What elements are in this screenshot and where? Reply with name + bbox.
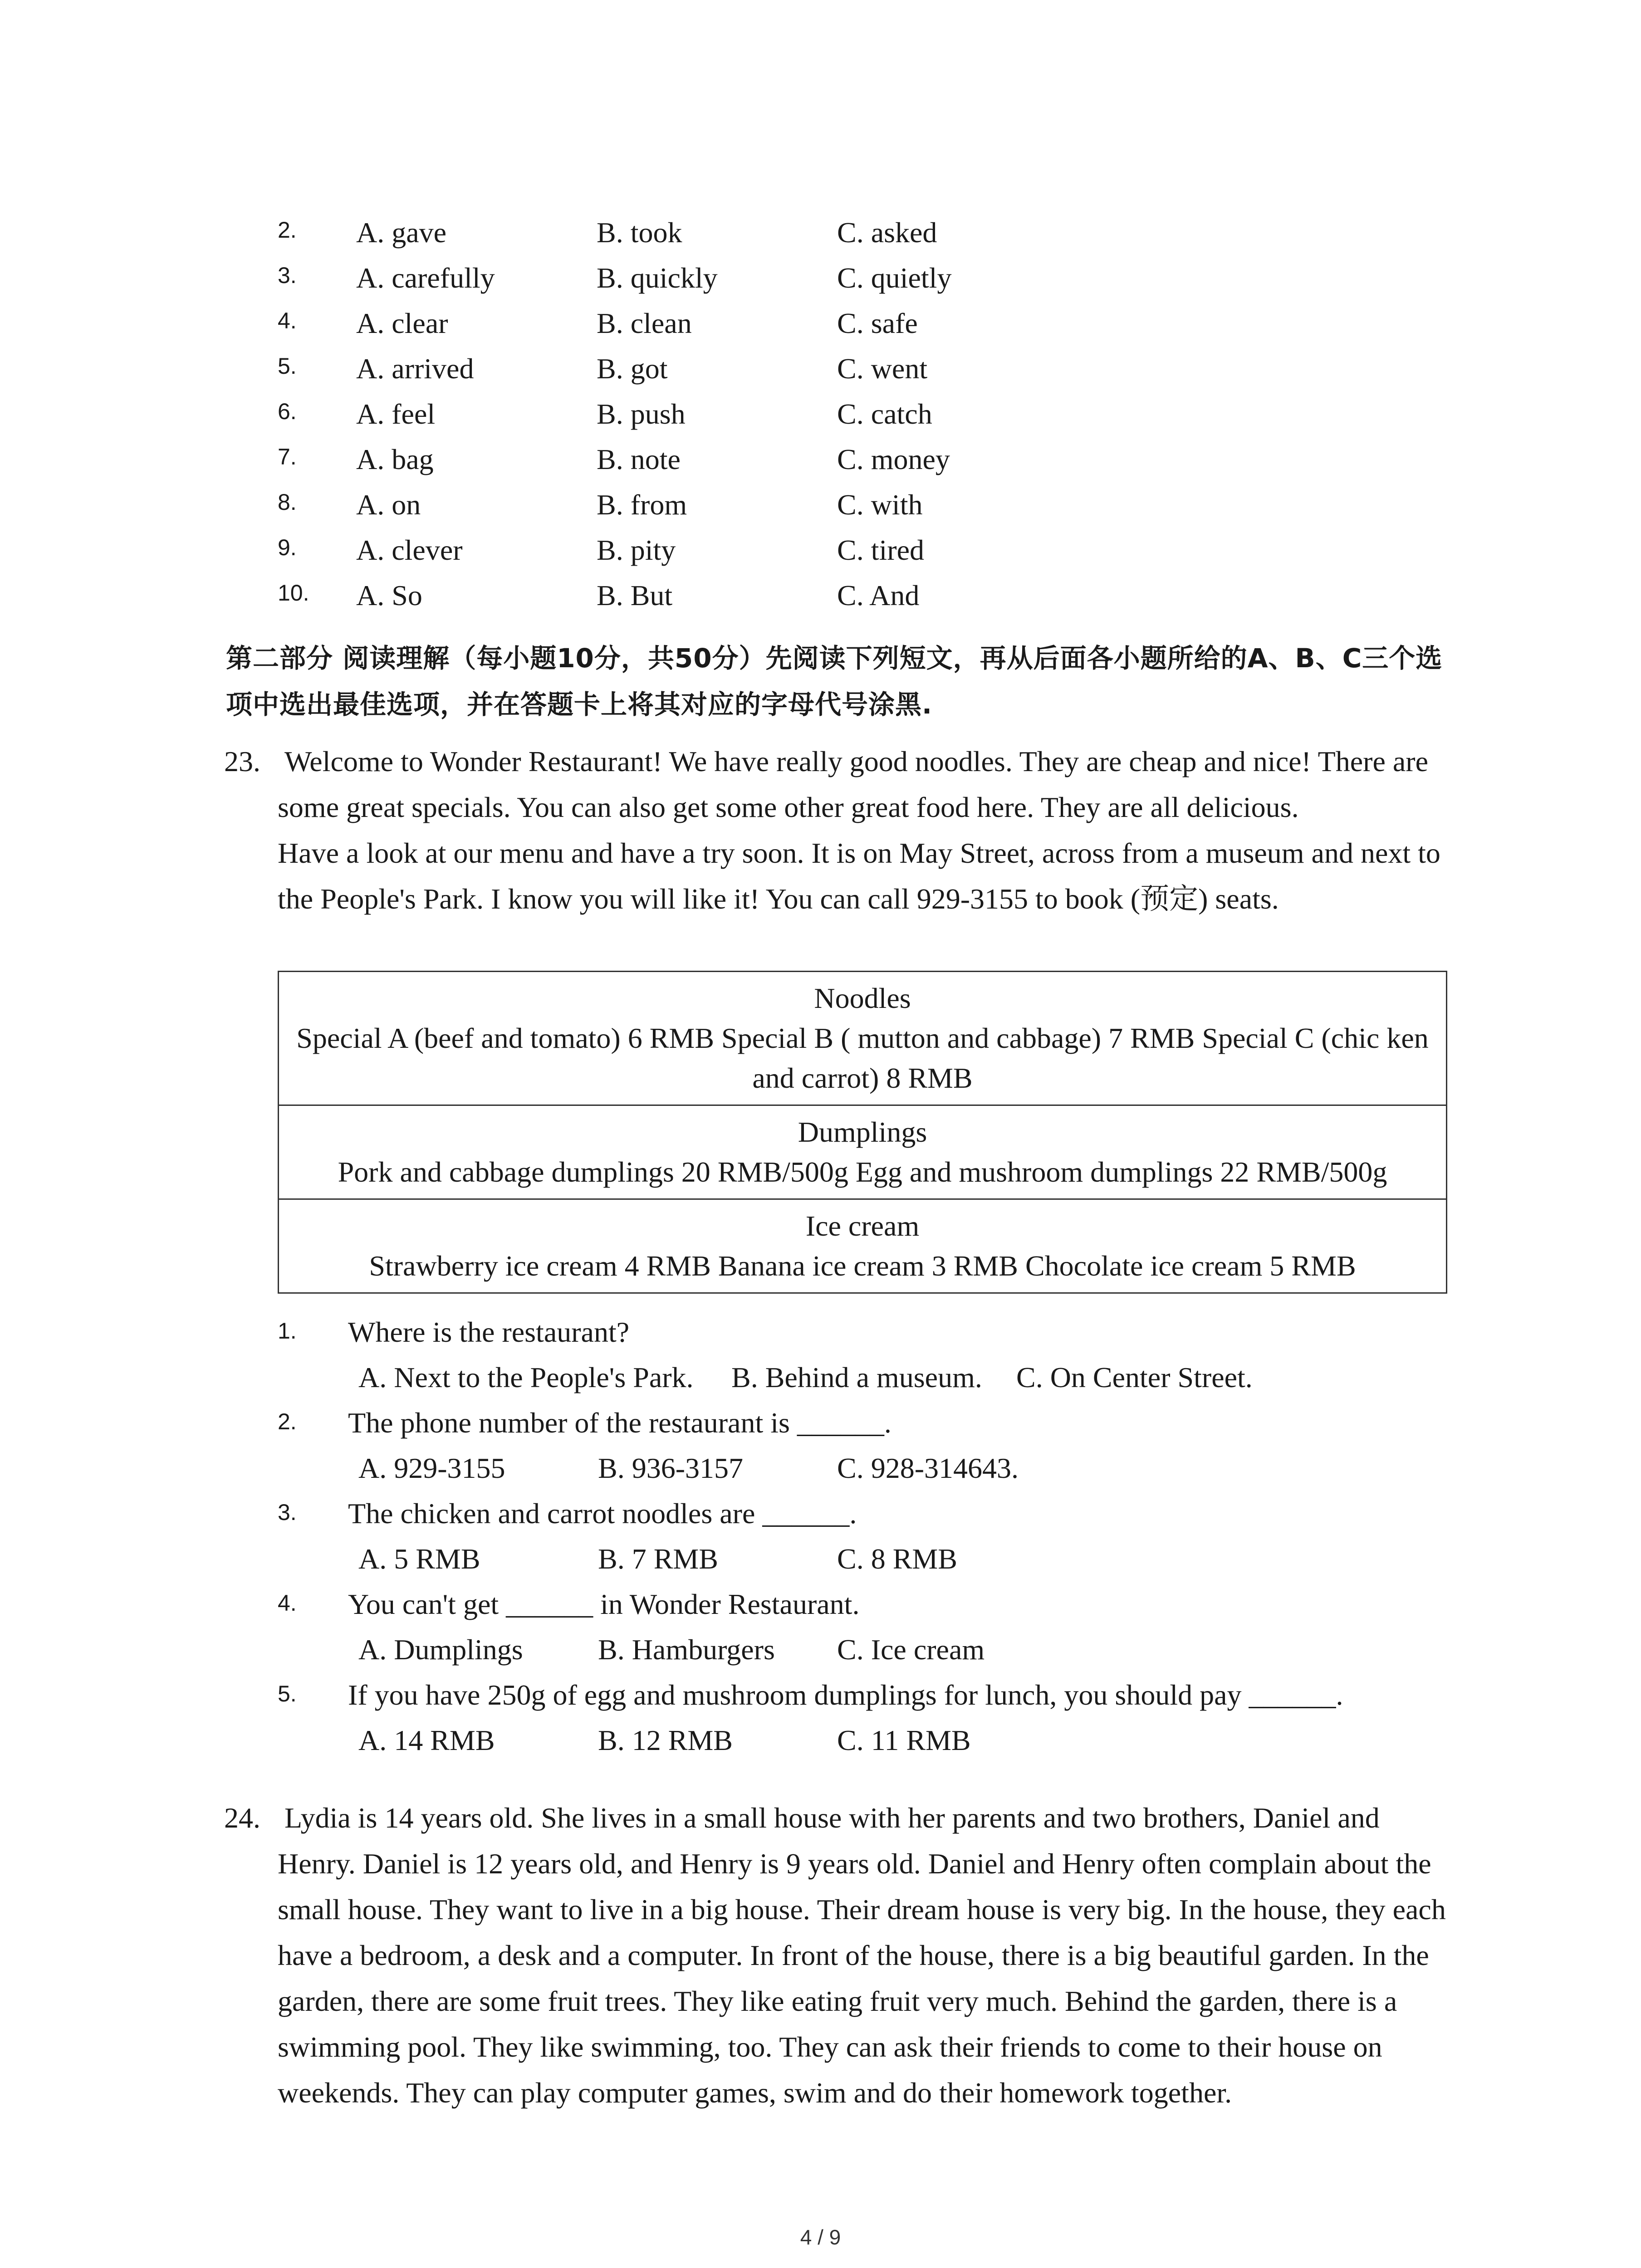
option-c: C. tired xyxy=(837,534,924,566)
passage-24 xyxy=(278,1795,1457,2116)
option-c: C. quietly xyxy=(837,262,952,294)
option-b: B. note xyxy=(597,443,681,475)
sub-question-number: 4. xyxy=(278,1590,297,1616)
passage-number: 23. xyxy=(224,745,260,777)
menu-category-title: Dumplings xyxy=(798,1116,927,1148)
option-a: A. Dumplings xyxy=(358,1633,523,1666)
passage-number: 24. xyxy=(224,1802,260,1834)
option-b: B. Behind a museum. xyxy=(731,1361,982,1393)
page-number: 4 / 9 xyxy=(800,2225,841,2249)
option-c: C. 8 RMB xyxy=(837,1543,957,1575)
sub-question-number: 3. xyxy=(278,1500,297,1525)
option-a: A. Next to the People's Park. xyxy=(358,1361,694,1393)
option-b: B. Hamburgers xyxy=(598,1633,775,1666)
sub-question-text: If you have 250g of egg and mushroom dumplings for lunch, you should pay ______. xyxy=(348,1679,1343,1711)
question-number: 10. xyxy=(278,580,309,606)
option-b: B. pity xyxy=(597,534,676,566)
option-c: C. 11 RMB xyxy=(837,1724,971,1756)
menu-cell xyxy=(279,1199,1447,1293)
option-a: A. clever xyxy=(356,534,463,566)
option-a: A. arrived xyxy=(356,352,474,385)
question-number: 7. xyxy=(278,444,297,469)
question-number: 8. xyxy=(278,489,297,515)
option-b: B. push xyxy=(597,398,686,430)
option-a: A. So xyxy=(356,579,422,611)
sub-question-number: 2. xyxy=(278,1409,297,1434)
option-a: A. clear xyxy=(356,307,448,339)
passage-paragraph: Welcome to Wonder Restaurant! We have really good noodles. They are cheap and nice! There are some great specials. You can also get some other great food here. They are all delicious. xyxy=(278,745,1428,823)
sub-question-text: You can't get ______ in Wonder Restaurant. xyxy=(348,1588,860,1620)
passage-paragraph: Lydia is 14 years old. She lives in a small house with her parents and two brothers, Daniel and Henry. Daniel is 12 years old, and Henry is 9 years old. Daniel and Henry often complain about the small house. They want to live in a big house. Their dream house is very big. In the house, they each have a bedroom, a desk and a computer. In front of the house, there is a big beautiful garden. In the garden, there are some fruit trees. They like eating fruit very much. Behind the garden, there is a swimming pool. They like swimming, too. They can ask their friends to come to their house on weekends. They can play computer games, swim and do their homework together. xyxy=(278,1802,1446,2109)
option-b: B. clean xyxy=(597,307,692,339)
sub-question-number: 5. xyxy=(278,1681,297,1706)
option-a: A. bag xyxy=(356,443,434,475)
sub-question-text: The phone number of the restaurant is ______. xyxy=(348,1407,892,1439)
option-b: B. 7 RMB xyxy=(598,1543,718,1575)
option-b: B. 936-3157 xyxy=(598,1452,743,1484)
option-a: A. on xyxy=(356,489,421,521)
question-number: 2. xyxy=(278,217,297,243)
menu-category-items: Strawberry ice cream 4 RMB Banana ice cream 3 RMB Chocolate ice cream 5 RMB xyxy=(369,1250,1356,1282)
option-c: C. catch xyxy=(837,398,932,430)
option-a: A. 929-3155 xyxy=(358,1452,505,1484)
option-c: C. with xyxy=(837,489,923,521)
question-number: 4. xyxy=(278,308,297,333)
question-number: 6. xyxy=(278,399,297,424)
option-c: C. On Center Street. xyxy=(1016,1361,1253,1393)
menu-category-items: Pork and cabbage dumplings 20 RMB/500g Egg and mushroom dumplings 22 RMB/500g xyxy=(338,1156,1387,1188)
menu-category-title: Noodles xyxy=(814,982,911,1014)
menu-cell xyxy=(279,1105,1447,1199)
menu-row xyxy=(279,972,1447,1105)
passage-paragraph: Have a look at our menu and have a try soon. It is on May Street, across from a museum and next to the People's Park. I know you will like it! You can call 929-3155 to book (预定) seats. xyxy=(278,837,1440,915)
option-b: B. took xyxy=(597,216,682,249)
restaurant-menu-table xyxy=(278,971,1447,1294)
option-c: C. And xyxy=(837,579,920,611)
sub-question-text: Where is the restaurant? xyxy=(348,1316,630,1348)
sub-question-number: 1. xyxy=(278,1318,297,1344)
option-b: B. quickly xyxy=(597,262,718,294)
option-a: A. 5 RMB xyxy=(358,1543,480,1575)
question-number: 5. xyxy=(278,353,297,379)
question-number: 3. xyxy=(278,263,297,288)
option-a: A. feel xyxy=(356,398,436,430)
option-c: C. money xyxy=(837,443,950,475)
sub-question-text: The chicken and carrot noodles are ______. xyxy=(348,1497,857,1530)
section-heading: 第二部分 阅读理解（每小题10分，共50分）先阅读下列短文，再从后面各小题所给的A、B、C三个选项中选出最佳选项，并在答题卡上将其对应的字母代号涂黑. xyxy=(226,643,1443,720)
option-c: C. Ice cream xyxy=(837,1633,985,1666)
option-b: B. 12 RMB xyxy=(598,1724,733,1756)
option-c: C. asked xyxy=(837,216,937,249)
menu-row xyxy=(279,1199,1447,1293)
question-number: 9. xyxy=(278,535,297,560)
option-b: B. But xyxy=(597,579,673,611)
option-b: B. from xyxy=(597,489,687,521)
menu-category-title: Ice cream xyxy=(805,1210,920,1242)
option-c: C. 928-314643. xyxy=(837,1452,1019,1484)
option-a: A. gave xyxy=(356,216,447,249)
option-a: A. 14 RMB xyxy=(358,1724,495,1756)
option-c: C. went xyxy=(837,352,928,385)
menu-cell xyxy=(279,972,1447,1105)
menu-row xyxy=(279,1105,1447,1199)
passage-23 xyxy=(278,738,1457,922)
menu-category-items: Special A (beef and tomato) 6 RMB Special B ( mutton and cabbage) 7 RMB Special C (chic ken and carrot) 8 RMB xyxy=(296,1022,1429,1094)
option-a: A. carefully xyxy=(356,262,495,294)
option-b: B. got xyxy=(597,352,668,385)
option-c: C. safe xyxy=(837,307,918,339)
